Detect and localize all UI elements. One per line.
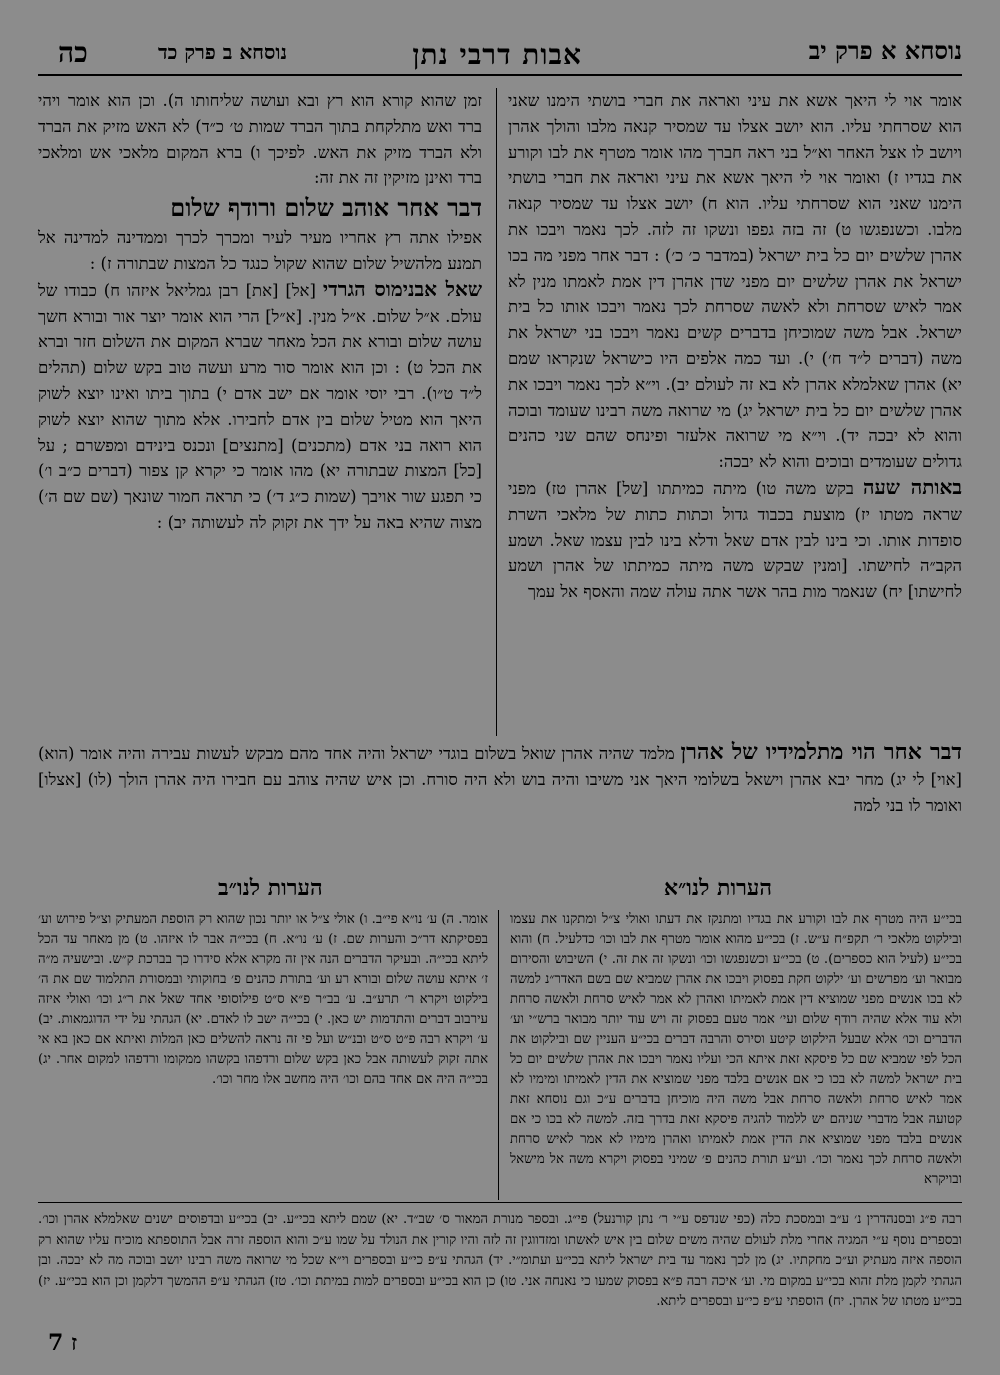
column-version-a <box>508 88 962 605</box>
column-b-paragraph: אפילו אתה רץ אחריו מעיר לעיר ומכרך לכרך וממדינה למדינה אל תמנע מלהשיל שלום שהוא שקול כנגד כל המצות שבתורה ז) : <box>38 228 482 273</box>
column-b-paragraph <box>38 277 482 536</box>
header-rule <box>38 74 962 76</box>
page-number: 7 ז <box>48 1330 78 1356</box>
notes-version-b: אומר. ה) ע׳ נו״א פי״ב. ו) אולי צ״ל או יותר נכון שהוא רק הוספת המעתיק וצ״ל פירוש וע׳ בפסיקתא דר״כ והערות שם. ז) ע׳ נו״א. ח) בכי״ה אבר לו איזהו. ט) מן מאחר עד הכל ליתא בכי״ה. ובעיקר הדברים הנה אין זה מקרא אלא סידרו כך בברכת ק״ש. ובישעיה מ״ה ז׳ איתא עושה שלום ובורא רע וע׳ בתורת כהנים פ׳ בחוקותי ובמסורת התלמוד שם את ה׳ בילקוט ויקרא ר׳ תרע״ב. ע׳ בב״ר פ״א ס״ט פילוסופי אחד שאל את ר״ג וכו׳ ואולי איזה עירבוב דברים והתדמות יש כאן. י) בכי״ה ישב לו לאדם. יא) הגהתי על ידי הדוגמאות. יב) ע׳ ויקרא רבה פ״ט ס״ט ובנ״ש ועל פי זה נראה להשלים כאן המלות ואיתא אם כאן בא אי אתה זקוק לעשותה אבל כאן בקש שלום ורדפהו בקשהו ממקומו ורדפהו למקום אחר. יג) בכי״ה היה אם אחד בהם וכו׳ היה מחשב אלו מחר וכו׳. <box>38 912 488 1087</box>
section-heading: דבר אחר אוהב שלום ורודף שלום <box>170 193 482 223</box>
notes-title-b: הערות לנו״ב <box>218 875 323 901</box>
section-lead: דבר אחר הוי מתלמידיו של אהרן <box>680 739 963 765</box>
notes-title-a: הערות לנו״א <box>663 875 772 901</box>
column-a-paragraph: אומר אוי לי היאך אשא את עיני ואראה את חברי בושתי הימנו שאני הוא שסרחתי עליו. הוא יושב אצלו עד שמסיר קנאה מלבו והולך אהרן ויושב לו אצל האחר וא״ל בני ראה חברך מהו אומר מטרף את לבו וקורע את בגדיו ז) ואומר אוי לי היאך אשא את עיני ואראה את חברי בושתי הימנו שאני הוא שסרחתי עליו. הוא ח) יושב אצלו עד שמסיר קנאה מלבו. וכשנפגשו ט) זה בזה גפפו ונשקו זה לזה. לכך נאמר ויבכו את אהרן שלשים יום כל בית ישראל (במדבר כ׳ כ׳) : דבר אחר מפני מה בכו ישראל את אהרן שלשים יום מפני שדן אהרן דין אמת לאמתו מנין לא אמר לאיש שסרחת ולא לאשה שסרחת לכך נאמר ויבכו אותו כל בית ישראל. אבל משה שמוכיחן בדברים קשים נאמר ויבכו בני ישראל את משה (דברים ל״ד ח׳) י). ועד כמה אלפים היו כישראל שנקראו שמם יא) אהרן שאלמלא אהרן לא בא זה לעולם יב). וי״א לכך נאמר ויבכו את אהרן שלשים יום כל בית ישראל יג) מי שרואה משה רבינו שעומד ובוכה והוא לא יבכה יד). וי״א מי שרואה אלעזר ופינחס שהם שני כהנים גדולים שעומדים ובוכים והוא לא יבכה: <box>508 91 962 472</box>
notes-divider <box>498 910 499 1200</box>
header-page-letters: כה <box>58 36 88 69</box>
header-version-a: נוסחא א פרק יב <box>808 36 962 65</box>
footnote: רבה פ״ג ובסנהדרין נ׳ ע״ב ובמסכת כלה (כפי שנדפס ע״י ר׳ נתן קורנעל) פי״ג. ובספר מנורת המאור ס׳ שב״ד. יא) שמם ליתא בכי״ע. יב) בכי״ע ובדפוסים ישנים שאלמלא אהרן וכו׳. ובספרים נוסף ע״י המגיה אחרי מלת לעולם שהיה משים שלום בין איש לאשתו ומזדווגין זה לזה והיו קורין את הנולד על שמו ע״כ והוא הוספה זרה אבל התוספתא מוכיח עליו שהוא רק הוספה איזה מעתיק וע״כ מחקתיו. יג) מן לכך נאמר עד בית ישראל ליתא בכי״ע ועתומ״י. יד) הגהתי ע״פ כי״ע ובספרים וי״א שכל מי שרואה משה רבינו יושב ובוכה מה לא יבכה. ובן הגהתי לקמן מלת זהוא בכי״ע במקום מי. וע׳ איכה רבה פ״א בפסוק שמעו כי נאנחה אני. טו) כן הוא בכי״ע ובספרים למות במיתת וכו׳. טז) הגהתי ע״פ ההמשך דלקמן וכן הוא בכי״ע. יז) בכי״ע מטתו של אהרן. יח) הוספתי ע״פ כי״ע ובספרים ליתא. <box>38 1212 962 1309</box>
column-version-b <box>38 88 482 536</box>
column-a-paragraph <box>508 475 962 605</box>
footnote-rule <box>38 1202 962 1203</box>
header-version-b: נוסחא ב פרק כד <box>158 40 288 64</box>
page-header <box>38 30 962 70</box>
full-width-paragraph <box>38 740 962 818</box>
column-b-paragraph: זמן שהוא קורא הוא רץ ובא ועושה שליחותו ה). וכן הוא אומר ויהי ברד ואש מתלקחת בתוך הברד שמות ט׳ כ״ד) לא האש מזיק את הברד ולא הברד מזיק את האש. לפיכך ו) ברא המקום מלאכי אש ומלאכי ברד ואינן מזיקין זה את זה: <box>38 91 482 188</box>
paragraph-text: מלמד שהיה אהרן שואל בשלום בוגדי ישראל והיה אחד מהם מבקש לעשות עבירה והיה אומר (הוא) [אוי] לי יג) מחר יבא אהרן וישאל בשלומי היאך אני משיבו והיה בוש ולא היה סורח. וכן איש שהיה צוהב עם חבירו היה אהרן הולך (לו) [אצלו] ואומר לו בני למה <box>38 744 962 815</box>
notes-version-a: בכי״ע היה מטרף את לבו וקורע את בגדיו ומתנקז את דעתו ואולי צ״ל ומתקנו את עצמו ובילקוט מלאכי ר׳ תקפ״ח ע״ש. ז) בכי״ע מהוא אומר מטרף את לבו וכו׳ כדלעיל. ח) והוא בכי״ע (לעיל הוא כספרים). ט) בכי״ע וכשנפגשו וכו׳ ונשקו זה את זה. י) השיבוש והסירום מבואר וע׳ מפרשים וע׳ ילקוט חקת בפסוק ויבכו את אהרן שמביא שם בשם האדר״נ למשה לא בכו אנשים מפני שמוציא דין אמת לאמיתו ואהרן לא אמר לאיש סרחת ולאשה סרחת ולא עוד אלא שהיה רודף שלום ועי׳ אמר טעם בפסוק זה ויש עוד יותר מבואר ברש״י וע׳ הדברים וכו׳ אלא שבעל הילקוט קיטע וסירס והרבה דברים בכי״ע העניין שם ובילקוט את הכל לפי שמביא שם כל פיסקא זאת איתא הכי ועליו נאמר ויבכו את אהרן שלשים יום כל בית ישראל למשה לא בכו כי אם אנשים בלבד מפני שמוציא את הדין לאמיתו ומימיו לא אמר לאיש סרחת ולאשה סרחת אבל משה היה מוכיחן בדברים ע״כ וגם נוסחא זאת קטועה אבל מדברי שניהם יש ללמוד להגיה פיסקא זאת בדרך בזה. למשה לא בכו כי אם אנשים בלבד מפני שמוציא את הדין אמת לאמיתו ואהרן מימיו לא אמר לאיש סרחת ולאשה סרחת לכך נאמר וכו׳. וע״ע תורת כהנים פ׳ שמיני בפסוק ויקרא משה אל מישאל ובויקרא <box>510 912 962 1187</box>
column-divider <box>496 88 497 736</box>
paragraph-text: בקש משה טו) מיתה כמיתתו [של] אהרן טז) מפני שראה מטתו יז) מוצעת בכבוד גדול וכתות כתות של מלאכי השרת סופדות אותו. וכי בינו לבין אדם שאל ודלא בינו לבין עצמו שאל. ושמע הקב״ה לחישתו. [ומנין שבקש משה מיתה כמיתתו של אהרן ושמע לחישתו] יח) שנאמר מות בהר אשר אתה עולה שמה והאסף אל עמך <box>508 478 962 602</box>
section-lead: באותה שעה <box>862 474 963 499</box>
paragraph-text: [אל] [את] רבן גמליאל איזהו ח) כבודו של עולם. א״ל שלום. א״ל מנין. [א״ל] הרי הוא אומר יוצר אור ובורא חשך עושה שלום ובורא את הכל מאחר שברא המקום את השלום חזר וברא את הכל ט) : וכן הוא אומר סור מרע ועשה טוב בקש שלום (תהלים ל״ד ט״ו). רבי יוסי אומר אם ישב אדם י) בתוך ביתו ואינו יוצא לשוק היאך הוא מטיל שלום בין אדם לחבירו. אלא מתוך שהוא יוצא לשוק הוא רואה בני אדם (מתכנים) [מתנצים] ונכנס בינידם ומפשרם ; על [כל] המצות שבתורה יא) מהו אומר כי יקרא קן צפור (דברים כ״ב ו׳) כי תפגע שור אויבך (שמות כ״ג ד׳) כי תראה חמור שונאך (שם שם ה׳) מצוה שהיא באה על ידך את זקוק לה לעשותה יב) : <box>38 280 482 532</box>
section-lead: שאל אבנימוס הגרדי <box>322 276 482 301</box>
header-title: אבות דרבי נתן <box>412 38 582 71</box>
page <box>38 30 963 1356</box>
